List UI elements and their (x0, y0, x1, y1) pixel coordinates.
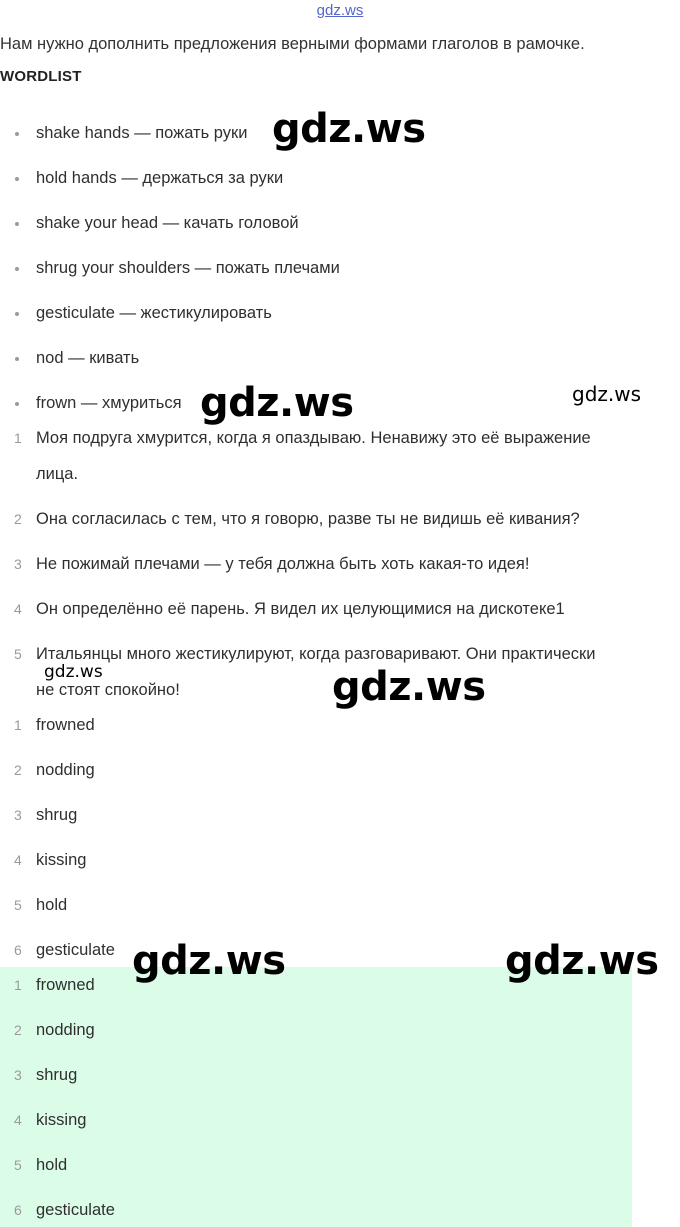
answer-item: 1 frowned (14, 716, 95, 734)
wordlist-item: nod — кивать (0, 346, 680, 370)
watermark: gdz.ws (132, 938, 286, 984)
wordlist-item: frown — хмуриться (0, 391, 680, 415)
bullet-icon (15, 177, 19, 181)
wordlist-item: hold hands — держаться за руки (0, 166, 680, 190)
bullet-icon (15, 357, 19, 361)
answer-item: 4 kissing (14, 851, 87, 869)
final-answer-item: 2 nodding (14, 1021, 95, 1039)
translation-item: 2 Она согласилась с тем, что я говорю, разве ты не видишь её кивания? (14, 510, 580, 528)
final-answer-item: 6 gesticulate (14, 1201, 115, 1219)
bullet-icon (15, 222, 19, 226)
answer-highlight-box (0, 967, 632, 1227)
final-answer-item: 3 shrug (14, 1066, 78, 1084)
translation-item: 5 Итальянцы много жестикулируют, когда разговаривают. Они практически не стоят спокойно! (14, 645, 596, 699)
answer-item: 5 hold (14, 896, 68, 914)
translation-item: 1 Моя подруга хмурится, когда я опаздываю. Ненавижу это её выражение лица. (14, 429, 591, 483)
answer-item: 6 gesticulate (14, 941, 115, 959)
answer-item: 2 nodding (14, 761, 95, 779)
bullet-icon (15, 402, 19, 406)
wordlist-item: shrug your shoulders — пожать плечами (0, 256, 680, 280)
answer-item: 3 shrug (14, 806, 78, 824)
watermark: gdz.ws (44, 662, 103, 682)
site-link[interactable]: gdz.ws (316, 2, 364, 19)
watermark: gdz.ws (505, 938, 659, 984)
watermark: gdz.ws (332, 664, 486, 710)
bullet-icon (15, 132, 19, 136)
watermark: gdz.ws (272, 106, 426, 152)
watermark: gdz.ws (572, 382, 642, 406)
final-answer-item: 1 frowned (14, 976, 95, 994)
wordlist-item: gesticulate — жестикулировать (0, 301, 680, 325)
translation-item: 4 Он определённо её парень. Я видел их целующимися на дискотеке1 (14, 600, 565, 618)
final-answer-item: 5 hold (14, 1156, 68, 1174)
final-answer-item: 4 kissing (14, 1111, 87, 1129)
intro-text: Нам нужно дополнить предложения верными формами глаголов в рамочке. (0, 35, 585, 53)
wordlist-item: shake your head — качать головой (0, 211, 680, 235)
wordlist-heading: WORDLIST (0, 68, 82, 85)
watermark: gdz.ws (200, 380, 354, 426)
bullet-icon (15, 267, 19, 271)
wordlist-item: shake hands — пожать руки (0, 121, 680, 145)
translation-item: 3 Не пожимай плечами — у тебя должна быть хоть какая-то идея! (14, 555, 530, 573)
bullet-icon (15, 312, 19, 316)
